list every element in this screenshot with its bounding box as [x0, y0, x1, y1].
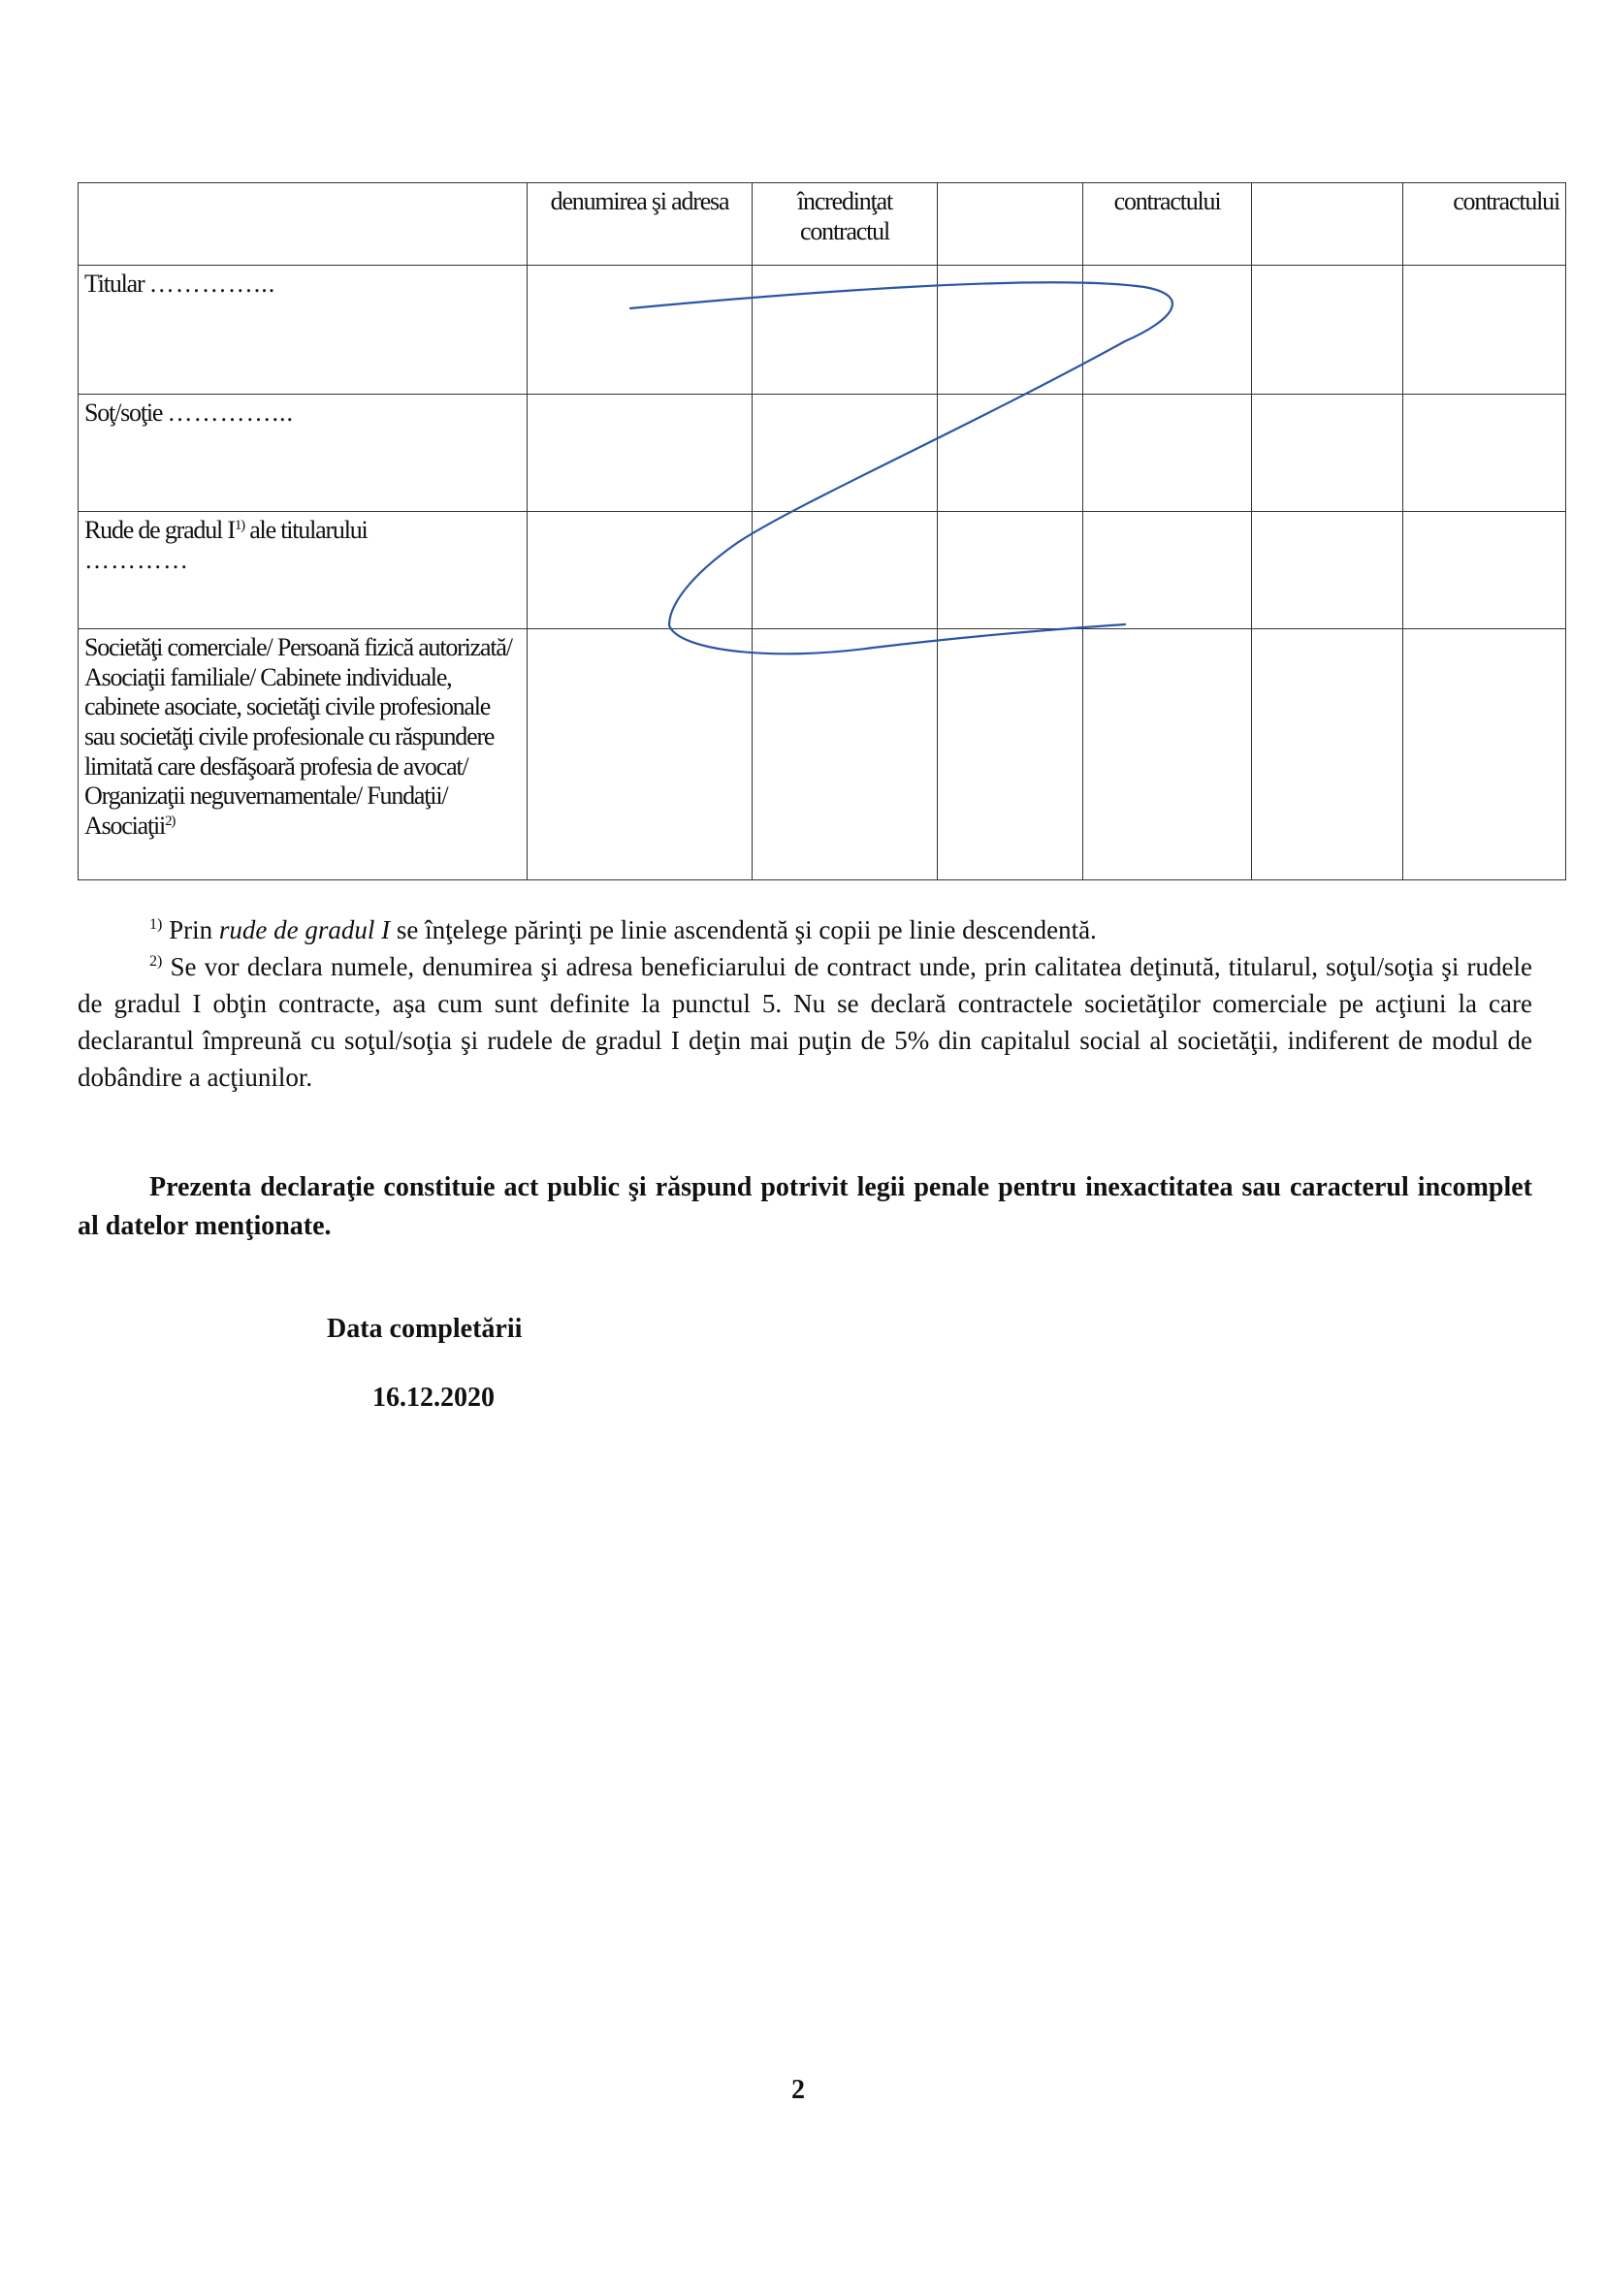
table-cell: [528, 266, 753, 395]
table-cell: [938, 629, 1083, 880]
date-label: Data completării: [327, 1314, 523, 1344]
table-cell: [1083, 395, 1252, 512]
table-cell: [938, 266, 1083, 395]
table-cell: [1083, 512, 1252, 629]
table-cell: [1083, 629, 1252, 880]
table-cell: [753, 266, 938, 395]
header-cell: contractului: [1083, 183, 1252, 266]
row-label: Rude de gradul $I^{1)}$ ale titularului …………: [79, 512, 528, 629]
row-label: Titular …………...: [79, 266, 528, 395]
table-cell: [1403, 512, 1566, 629]
table-cell: [1083, 266, 1252, 395]
table-row-sot: [79, 395, 1566, 512]
table-cell: [753, 395, 938, 512]
table-row-rude: [79, 512, 1566, 629]
header-cell: încredinţat contractul: [753, 183, 938, 266]
table-row-societati: [79, 629, 1566, 880]
table-cell: [1403, 395, 1566, 512]
table-cell: [938, 512, 1083, 629]
table-cell: [1252, 395, 1403, 512]
header-cell: denumirea şi adresa: [528, 183, 753, 266]
table-cell: [753, 629, 938, 880]
footnotes: [78, 911, 1532, 1096]
table-cell: [938, 395, 1083, 512]
row-label: Societăţi comerciale/ Persoană fizică autorizată/ Asociaţii familiale/ Cabinete individuale, cabinete asociate, societăţi civile profesionale sau societăţi civile profesionale cu răspundere limitată care desfăşoară profesia de avocat/ Organizaţii neguvernamentale/ Fundaţii/ Asociaţii$^{2)}$: [79, 629, 528, 880]
table-cell: [528, 512, 753, 629]
date-value: 16.12.2020: [372, 1383, 495, 1413]
table-cell: [1252, 266, 1403, 395]
header-cell: contractului: [1403, 183, 1566, 266]
table-cell: [1403, 266, 1566, 395]
table-cell: [1403, 629, 1566, 880]
footnote-1: $^{1)}$ Prin rude de gradul I se înţelege părinţi pe linie ascendentă şi copii pe linie descendentă.: [149, 915, 1097, 944]
table-header-row: [79, 183, 1566, 266]
table-cell: [528, 395, 753, 512]
header-cell: [1252, 183, 1403, 266]
table-cell: [528, 629, 753, 880]
page-number: 2: [791, 2075, 805, 2105]
footnote-2: $^{2)}$ Se vor declara numele, denumirea şi adresa beneficiarului de contract unde, prin calitatea deţinută, titularul, soţul/soţia şi rudele de gradul I obţin contracte, aşa cum sunt definite la punctul 5. Nu se declară contractele societăţilor comerciale pe acţiuni la care declarantul împreună cu soţul/soţia şi rudele de gradul I deţin mai puţin de 5% din capitalul social al societăţii, indiferent de modul de dobândire a acţiunilor.: [78, 952, 1532, 1092]
table-cell: [1252, 629, 1403, 880]
row-label: Soţ/soţie …………...: [79, 395, 528, 512]
legal-statement: Prezenta declaraţie constituie act public şi răspund potrivit legii penale pentru inexactitatea sau caracterul incomplet al datelor menţionate.: [78, 1172, 1532, 1241]
table-cell: [753, 512, 938, 629]
declaration-table: [78, 182, 1566, 880]
header-cell: [79, 183, 528, 266]
table-cell: [1252, 512, 1403, 629]
header-cell: [938, 183, 1083, 266]
table-row-titular: [79, 266, 1566, 395]
